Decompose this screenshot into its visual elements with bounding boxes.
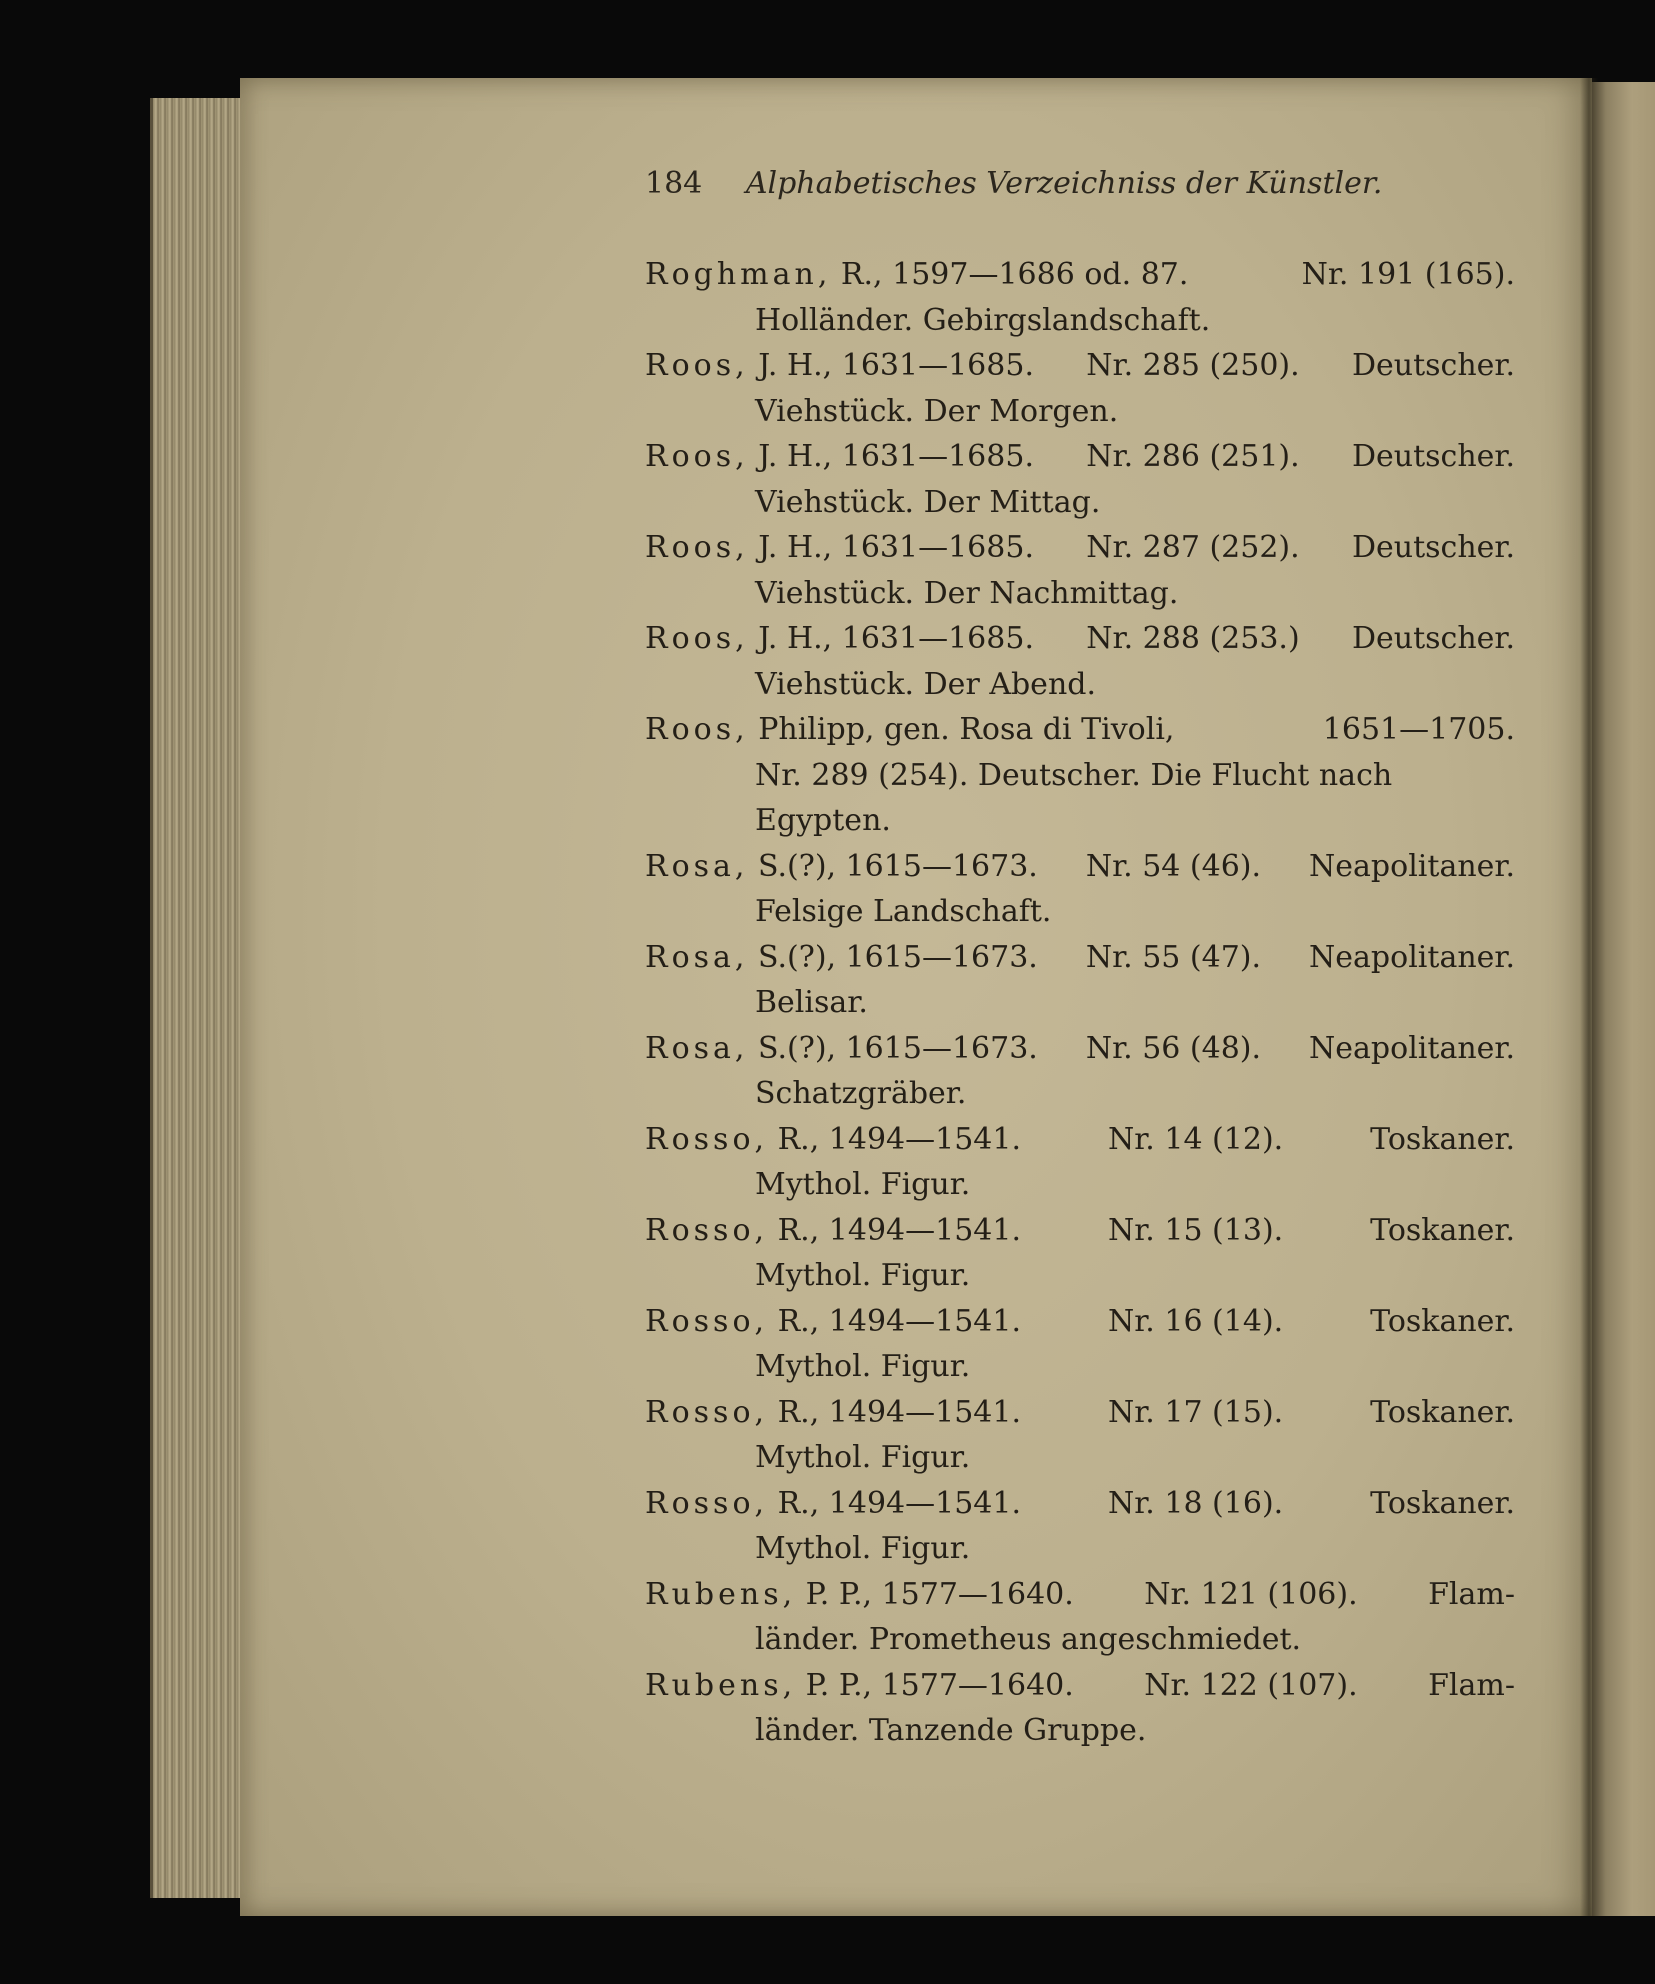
index-entry: Roos, J. H., 1631—1685. Nr. 286 (251). Deutscher. Viehstück. Der Mittag. [645, 439, 1515, 520]
artist-name: Rosso, [645, 1121, 769, 1157]
artist-name: Rosso, [645, 1394, 769, 1430]
page-edges [150, 98, 248, 1898]
artist-name: Roos, [645, 621, 749, 656]
index-entry: Rosa, S.(?), 1615—1673. Nr. 55 (47). Neapolitaner. Belisar. [645, 939, 1515, 1020]
artist-name: Rosso, [645, 1303, 769, 1339]
index-entry: Rosso, R., 1494—1541. Nr. 16 (14). Toskaner. Mythol. Figur. [645, 1303, 1515, 1384]
next-page-edge [1592, 82, 1655, 1916]
artist-name: Rosa, [645, 1030, 749, 1066]
artist-name: Rosa, [645, 939, 749, 975]
index-entry: Roghman, R., 1597—1686 od. 87. Nr. 191 (165). Holländer. Gebirgslandschaft. [645, 257, 1515, 338]
artist-name: Roos, [645, 439, 749, 474]
index-entry: Roos, Philipp, gen. Rosa di Tivoli, 1651—1705. Nr. 289 (254). Deutscher. Die Flucht nach Egypten. [645, 712, 1515, 838]
index-entry: Rosso, R., 1494—1541. Nr. 18 (16). Toskaner. Mythol. Figur. [645, 1485, 1515, 1566]
index-entry: Rubens, P. P., 1577—1640. Nr. 122 (107). Flam- länder. Tanzende Gruppe. [645, 1667, 1515, 1748]
index-entry: Rosa, S.(?), 1615—1673. Nr. 56 (48). Neapolitaner. Schatzgräber. [645, 1030, 1515, 1111]
artist-name: Roos, [645, 348, 749, 383]
artist-name: Roos, [645, 530, 749, 565]
artist-name: Rubens, [645, 1667, 797, 1703]
index-entry: Roos, J. H., 1631—1685. Nr. 285 (250). Deutscher. Viehstück. Der Morgen. [645, 348, 1515, 429]
index-entry: Rubens, P. P., 1577—1640. Nr. 121 (106). Flam- länder. Prometheus angeschmiedet. [645, 1576, 1515, 1657]
index-entry: Rosa, S.(?), 1615—1673. Nr. 54 (46). Neapolitaner. Felsige Landschaft. [645, 848, 1515, 929]
artist-index [645, 252, 1515, 1754]
artist-name: Roghman, [645, 257, 832, 292]
index-entry: Roos, J. H., 1631—1685. Nr. 287 (252). Deutscher. Viehstück. Der Nachmittag. [645, 530, 1515, 611]
artist-name: Roos, [645, 712, 749, 747]
running-title: Alphabetisches Verzeichniss der Künstler. [745, 166, 1383, 201]
page-header [645, 166, 1425, 210]
artist-name: Rosso, [645, 1485, 769, 1521]
artist-name: Rosso, [645, 1212, 769, 1248]
index-entry: Roos, J. H., 1631—1685. Nr. 288 (253.) Deutscher. Viehstück. Der Abend. [645, 621, 1515, 702]
index-entry: Rosso, R., 1494—1541. Nr. 17 (15). Toskaner. Mythol. Figur. [645, 1394, 1515, 1475]
page-number: 184 [645, 166, 703, 201]
index-entry: Rosso, R., 1494—1541. Nr. 14 (12). Toskaner. Mythol. Figur. [645, 1121, 1515, 1202]
index-entry: Rosso, R., 1494—1541. Nr. 15 (13). Toskaner. Mythol. Figur. [645, 1212, 1515, 1293]
artist-name: Rubens, [645, 1576, 797, 1612]
artist-name: Rosa, [645, 848, 749, 884]
